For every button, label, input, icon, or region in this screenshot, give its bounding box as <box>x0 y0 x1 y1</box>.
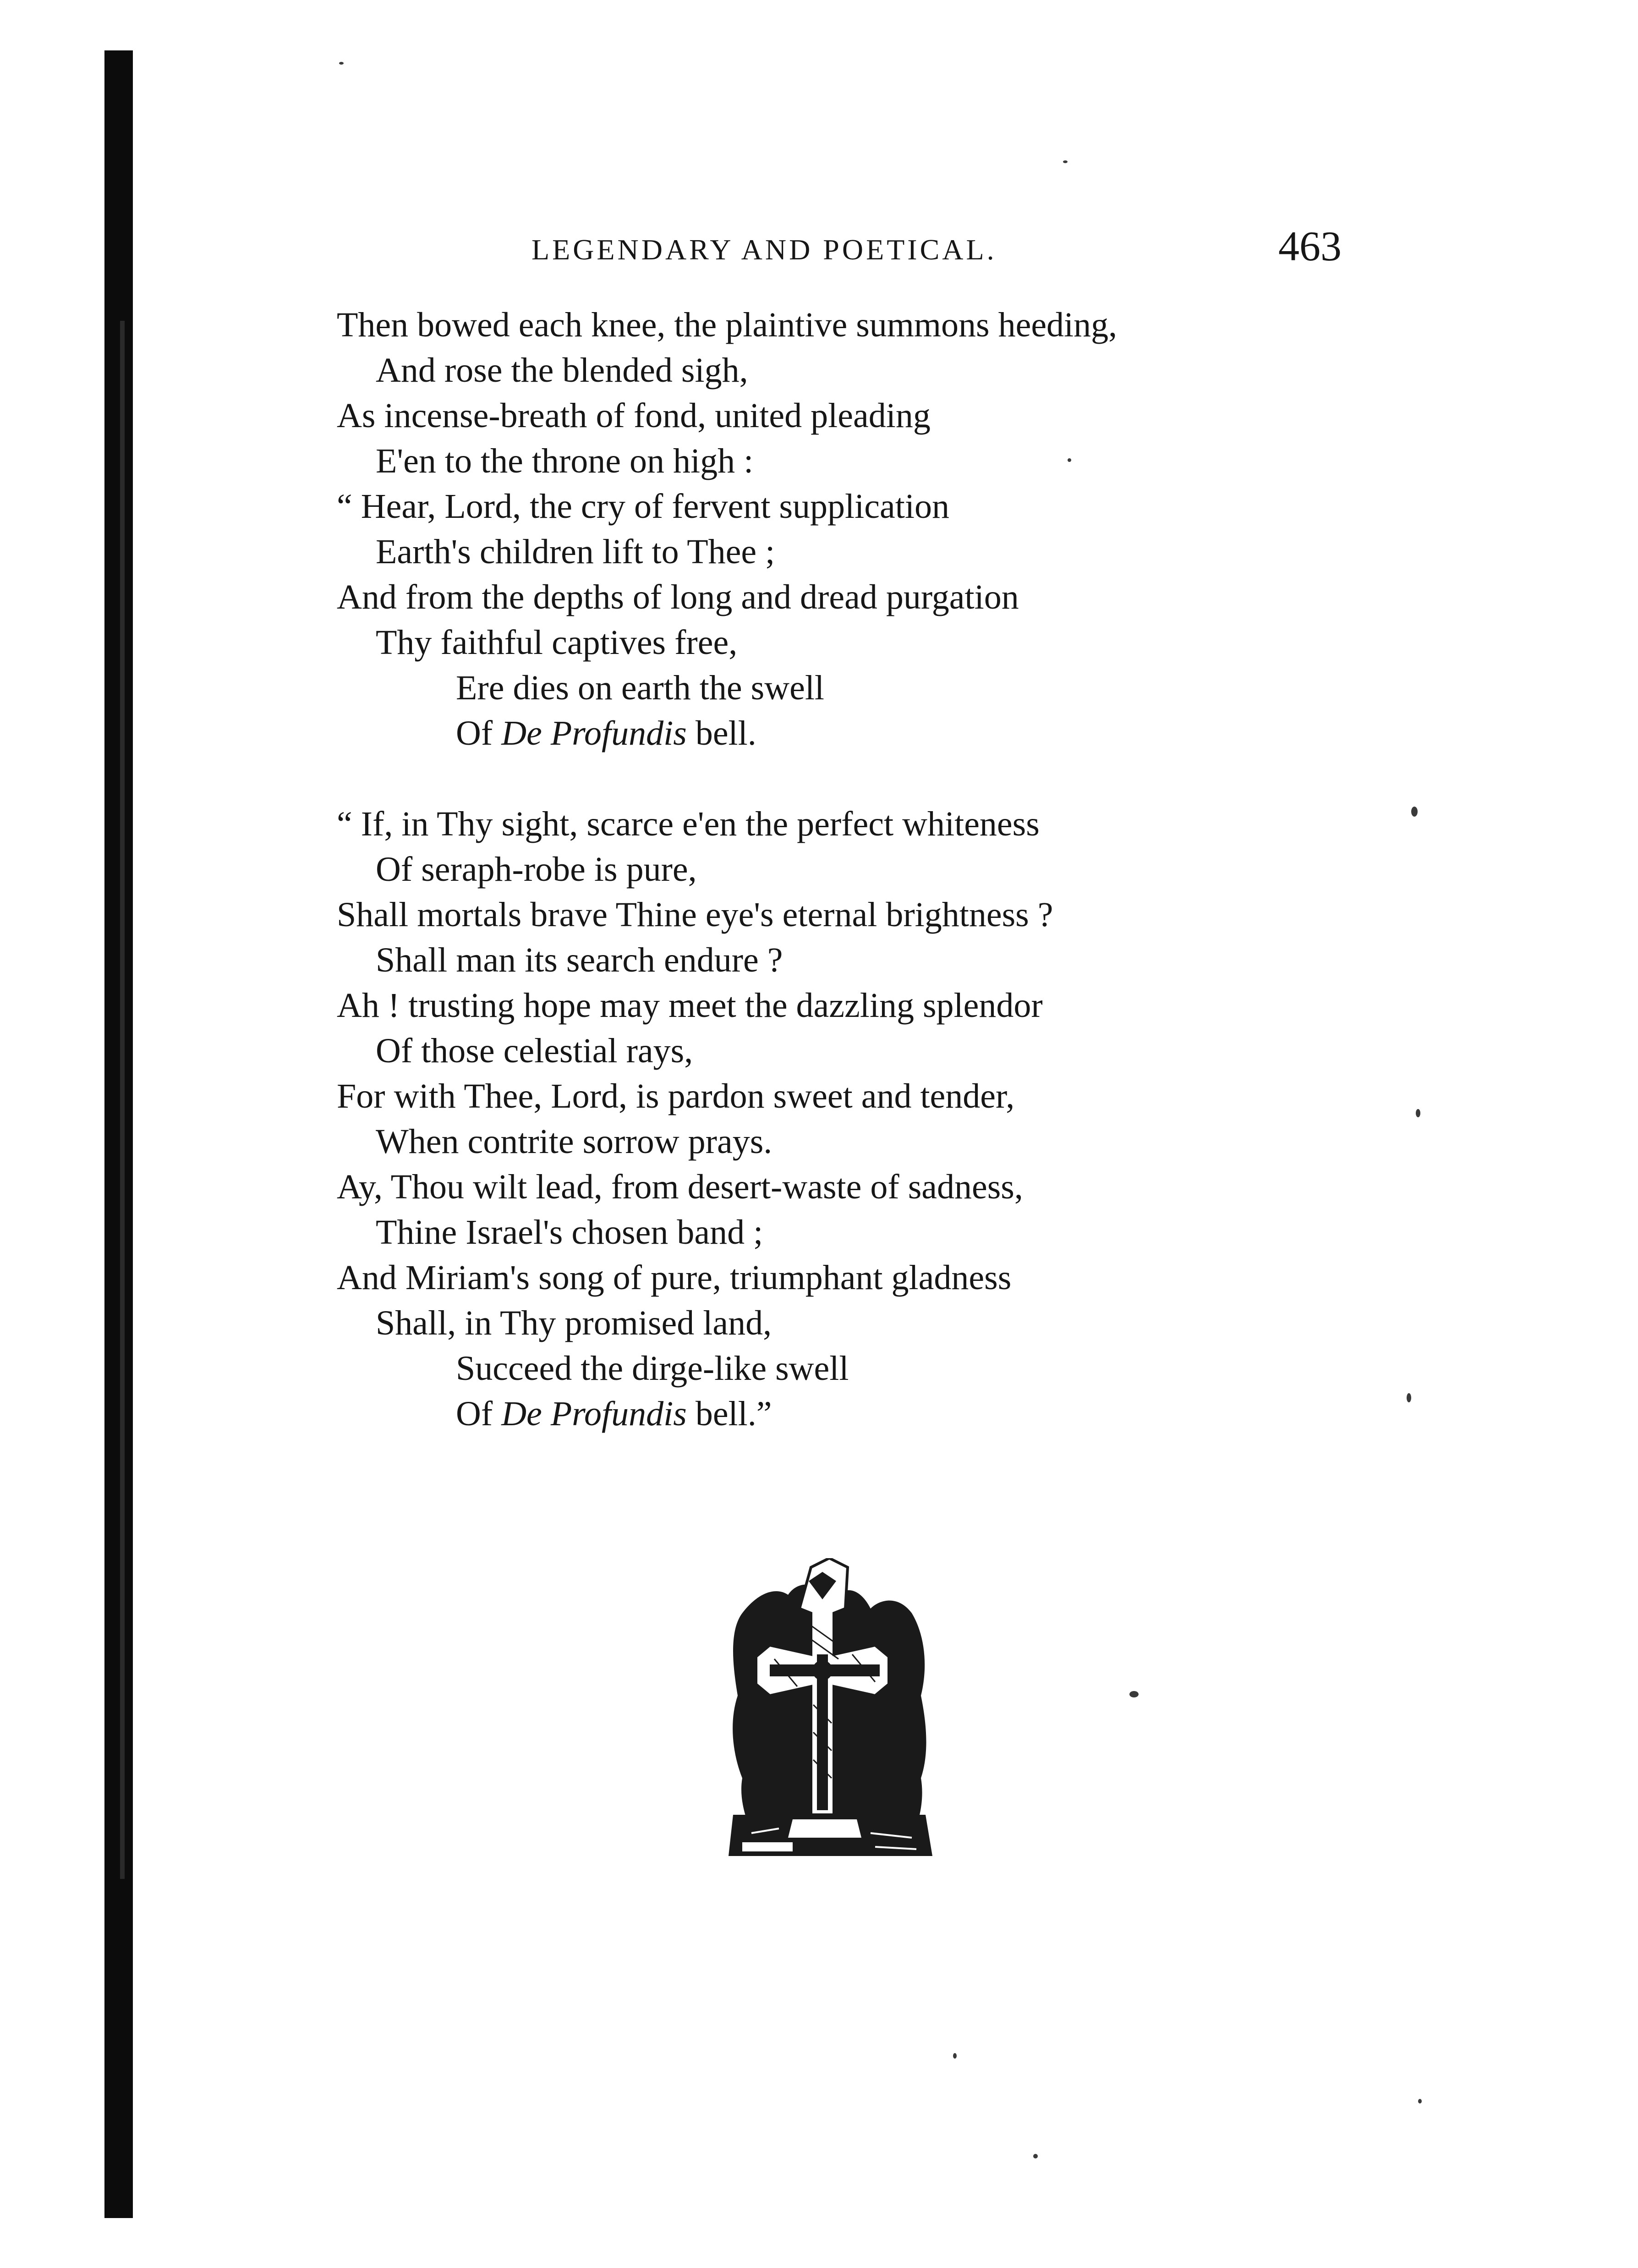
poem-line: And rose the blended sigh, <box>376 351 748 390</box>
poem-line: Shall, in Thy promised land, <box>376 1304 772 1342</box>
poem-line: Shall mortals brave Thine eye's eternal brightness ? <box>337 895 1053 934</box>
poem-line: When contrite sorrow prays. <box>376 1122 772 1161</box>
running-head: LEGENDARY AND POETICAL. <box>531 233 997 266</box>
scan-speck <box>1033 2154 1038 2158</box>
poem-line: Shall man its search endure ? <box>376 941 783 979</box>
scan-speck <box>1068 458 1071 462</box>
poem-line <box>337 1391 1482 1437</box>
poem-line: And Miriam's song of pure, triumphant gladness <box>337 1258 1012 1297</box>
poem-line: Ay, Thou wilt lead, from desert-waste of sadness, <box>337 1168 1023 1206</box>
poem-line: “ If, in Thy sight, scarce e'en the perfect whiteness <box>337 805 1040 843</box>
poem-line-text: Of <box>456 714 502 752</box>
scan-speck <box>1416 1109 1420 1117</box>
poem-line: Succeed the dirge-like swell <box>456 1349 849 1388</box>
scan-speck <box>1418 2099 1422 2103</box>
scan-speck <box>1063 160 1068 163</box>
poem-line: As incense-breath of fond, united pleading <box>337 396 931 435</box>
poem-line-italic-title: De Profundis <box>501 714 687 752</box>
poem-line: “ Hear, Lord, the cry of fervent supplication <box>337 487 949 526</box>
poem-line-text: bell. <box>686 714 756 752</box>
poem-line: Ah ! trusting hope may meet the dazzling splendor <box>337 986 1043 1025</box>
cross-vignette-icon <box>724 1558 935 1879</box>
poem-line: Thy faithful captives free, <box>376 623 738 662</box>
scan-speck <box>1129 1691 1139 1697</box>
poem-line: And from the depths of long and dread purgation <box>337 578 1019 616</box>
poem-line: Of seraph-robe is pure, <box>376 850 697 889</box>
poem-line: Of those celestial rays, <box>376 1032 693 1070</box>
poem-line: Thine Israel's chosen band ; <box>376 1213 763 1252</box>
poem-line: Earth's children lift to Thee ; <box>376 533 775 571</box>
poem-line-text: bell.” <box>686 1395 772 1433</box>
poem-stanza <box>337 302 1482 756</box>
page-binding-shadow <box>120 321 125 1879</box>
page-number: 463 <box>1278 223 1342 269</box>
scan-speck <box>953 2053 957 2059</box>
poem-line-italic-title: De Profundis <box>501 1395 687 1433</box>
poem-line-text: Of <box>456 1395 502 1433</box>
poem-stanza <box>337 802 1482 1437</box>
scan-speck <box>1411 807 1418 817</box>
scan-speck <box>1407 1393 1411 1402</box>
poem-line <box>337 711 1482 756</box>
poem-line: E'en to the throne on high : <box>376 442 754 480</box>
poem-line: Ere dies on earth the swell <box>456 669 825 707</box>
poem-body <box>337 302 1482 1437</box>
poem-line: For with Thee, Lord, is pardon sweet and tender, <box>337 1077 1015 1115</box>
poem-line: Then bowed each knee, the plaintive summons heeding, <box>337 306 1118 344</box>
page-binding-edge <box>104 50 133 2218</box>
scan-speck <box>339 62 344 65</box>
